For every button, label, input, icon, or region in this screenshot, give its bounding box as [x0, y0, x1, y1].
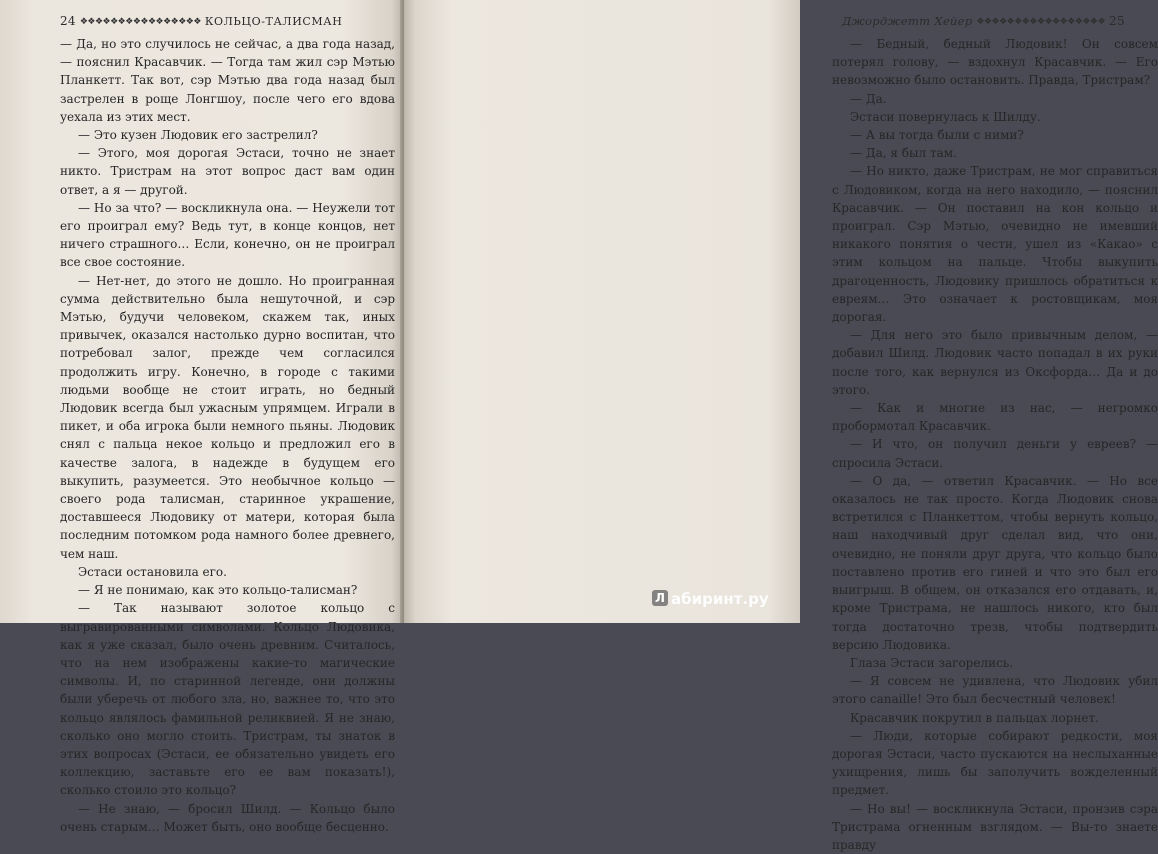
paragraph: Глаза Эстаси загорелись. — [850, 655, 1014, 670]
paragraph: — Бедный, бедный Людовик! Он совсем потерял голову, — вздохнул Красавчик. — Его невозможно было остановить. Правда, Тристрам? — [832, 37, 1158, 88]
paragraph: — О да, — ответил Красавчик. — Но все оказалось не так просто. Когда Людовик снова встретился с Планкеттом, чтобы вернуть кольцо, наш находчивый друг сделал вид, что они, очевидно, не поняли друг друга, что кольцо было поставлено против его гиней и что это был его выигрыш. В общем, он отказался его отдавать, и, кроме Тристрама, не нашлось никого, кто был тогда достаточно трезв, чтобы подтвердить версию Людовика. — [832, 473, 1158, 652]
ornament-border: ❖❖❖❖❖❖❖❖❖❖❖❖❖❖❖❖❖ — [976, 17, 1106, 27]
left-page-number: 24 — [60, 14, 76, 28]
right-page — [404, 0, 1158, 852]
paragraph: — Как и многие из нас, — негромко пробормотал Красавчик. — [832, 401, 1158, 434]
watermark-text: абиринт.ру — [671, 590, 769, 608]
paragraph: — Но вы! — воскликнула Эстаси, пронзив сэра Тристрама огненным взглядом. — Вы-то знаете правду — [832, 801, 1158, 852]
paragraph: — Я совсем не удивлена, что Людовик убил этого canaille! Это был бесчестный человек! — [832, 674, 1158, 707]
paragraph: — Люди, которые собирают редкости, моя дорогая Эстаси, часто пускаются на неслыханные ухищрения, лишь бы заполучить вожделенный предмет. — [832, 728, 1158, 798]
paragraph: — Да. — [850, 91, 887, 106]
author-name: Джорджетт Хейер — [842, 14, 973, 28]
right-running-head — [842, 14, 1125, 28]
paragraph: Эстаси повернулась к Шилду. — [850, 109, 1041, 124]
paragraph: — Не знаю, — бросил Шилд. — Кольцо было очень старым… Может быть, оно вообще бесценно. — [60, 801, 395, 834]
paragraph: — Этого, моя дорогая Эстаси, точно не знает никто. Тристрам на этот вопрос даст вам один ответ, а я — другой. — [60, 146, 395, 197]
left-body-text — [60, 35, 395, 836]
left-page — [0, 0, 404, 834]
paragraph: — Но за что? — воскликнула она. — Неужели тот его проиграл ему? Ведь тут, в конце концов, нет ничего страшного… Если, конечно, он не проиграл все свое состояние. — [60, 200, 395, 270]
labirint-logo-icon: Л — [652, 590, 668, 606]
right-page-number: 25 — [1109, 14, 1125, 28]
paragraph: Красавчик покрутил в пальцах лорнет. — [850, 710, 1099, 725]
right-body-text — [832, 35, 1158, 854]
paragraph: — Да, я был там. — [850, 146, 957, 161]
paragraph: — Это кузен Людовик его застрелил? — [78, 128, 318, 143]
ornament-border: ❖❖❖❖❖❖❖❖❖❖❖❖❖❖❖❖ — [79, 17, 201, 27]
paragraph: — Для него это было привычным делом, — добавил Шилд. Людовик часто попадал в их руки после того, как вернулся из Оксфорда… Да и до этого. — [832, 328, 1158, 397]
paragraph: — Так называют золотое кольцо с выгравированными символами. Кольцо Людовика, как я уже сказал, было очень древним. Считалось, что на нем изображены какие-то магические символы. И, по старинной легенде, они должны были уберечь от любого зла, но, важнее то, что это кольцо являлось фамильной реликвией. Я не знаю, сколько оно могло стоить. Тристрам, ты знаток в этих вопросах (Эстаси, ее обязательно увидеть его коллекцию, заставьте его ее вам показать!), сколько стоило это кольцо? — [60, 601, 395, 798]
paragraph: — Но никто, даже Тристрам, не мог справиться с Людовиком, когда на него находило, — пояснил Красавчик. — Он поставил на кон кольцо и проиграл. Сэр Мэтью, очевидно не имевший никакого понятия о чести, ушел из «Какао» с этим кольцом на пальце. Чтобы выкупить драгоценность, Людовику пришлось обратиться к евреям… Это означает к ростовщикам, моя дорогая. — [832, 164, 1158, 325]
paragraph: — Да, но это случилось не сейчас, а два года назад, — пояснил Красавчик. — Тогда там жил сэр Мэтью Планкетт. Так вот, сэр Мэтью два года назад был застрелен в роще Лонгшоу, после чего его вдова уехала из этих мест. — [60, 37, 395, 124]
paragraph: — И что, он получил деньги у евреев? — спросила Эстаси. — [832, 437, 1158, 470]
book-title: КОЛЬЦО-ТАЛИСМАН — [204, 15, 343, 28]
left-running-head — [60, 14, 342, 28]
labirint-watermark — [652, 590, 769, 608]
paragraph: — А вы тогда были с ними? — [850, 128, 1024, 143]
paragraph: — Я не понимаю, как это кольцо-талисман? — [78, 583, 358, 598]
paragraph: Эстаси остановила его. — [78, 564, 227, 579]
paragraph: — Нет-нет, до этого не дошло. Но проигранная сумма действительно была нешуточной, и сэр Мэтью, будучи человеком, скажем так, иных привычек, оказался настолько дурно воспитан, что потребовал залог, прежде чем согласился продолжить игру. Конечно, в городе с такими людьми вообще не стоит играть, но бедный Людовик всегда был ужасным упрямцем. Играли в пикет, и оба игрока были немного пьяны. Людовик снял с пальца некое кольцо и предложил его в качестве залога, в надежде в будущем его выкупить, разумеется. Это необычное кольцо — своего рода талисман, старинное украшение, доставшееся Людовику от матери, которая была последним потомком рода намного более древнего, чем наш. — [60, 273, 395, 561]
